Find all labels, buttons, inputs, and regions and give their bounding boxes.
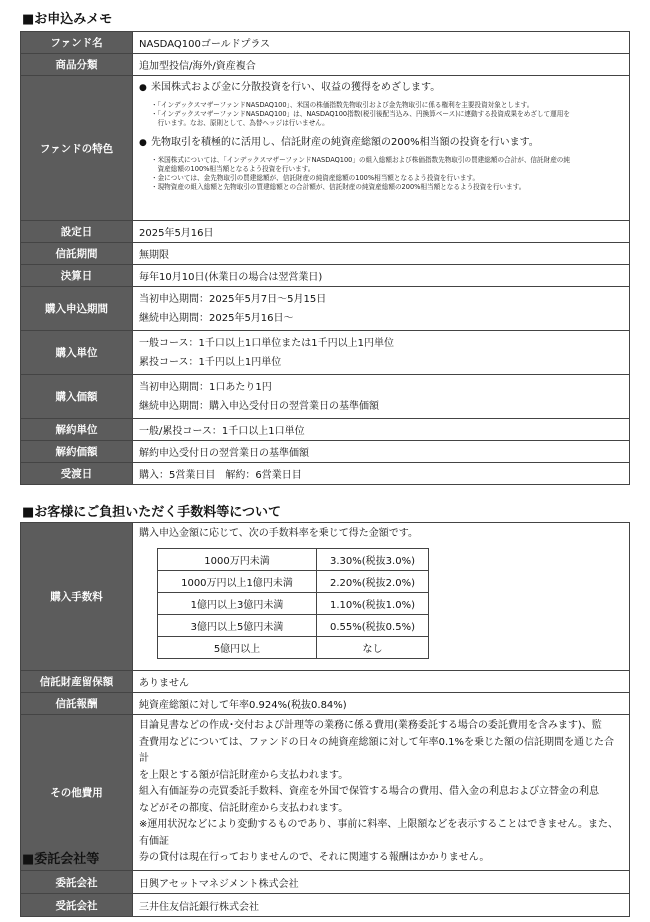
purchase-period-label: 購入申込期間 <box>21 287 133 331</box>
memo-section-title: ■お申込みメモ <box>22 12 113 27</box>
delivery-date-label: 受渡日 <box>21 463 133 485</box>
row-redemption-price <box>21 441 630 463</box>
fees-table <box>20 522 630 871</box>
delivery-date-value: 購入：5営業日目 解約：6営業日目 <box>133 463 630 485</box>
setup-date-label: 設定日 <box>21 221 133 243</box>
purchase-fee-cell <box>133 523 630 671</box>
feature-notes-1: ・「インデックスマザーファンドNASDAQ100」、米国の株価指数先物取引および金先物取引に係る権利を主要投資対象とします。 ・「インデックスマザーファンドNASDAQ100」は、NASDAQ100指数(税引後配当込み、円換算ベース)に連動する投資成果をめざして運用を 行います。なお、原則として、為替ヘッジは行いません。 <box>151 101 570 127</box>
row-features <box>21 76 630 221</box>
fund-name-label: ファンド名 <box>21 32 133 54</box>
features-cell <box>133 76 630 221</box>
row-setup-date <box>21 221 630 243</box>
purchase-unit-cell: 一般コース：1千口以上1口単位または1千円以上1円単位 累投コース：1千円以上1円単位 <box>133 331 630 375</box>
memo-table <box>20 31 630 485</box>
feature-bullet-2: ● 先物取引を積極的に活用し、信託財産の純資産総額の200%相当額の投資を行います。 <box>139 137 539 148</box>
bullet-icon: ● <box>139 138 147 148</box>
trust-period-value: 無期限 <box>133 243 630 265</box>
trust-fee-value: 純資産総額に対して年率0.924%(税抜0.84%) <box>133 693 630 715</box>
row-delivery-date <box>21 463 630 485</box>
manager-value: 日興アセットマネジメント株式会社 <box>133 871 630 894</box>
row-retention <box>21 671 630 693</box>
purchase-unit-label: 購入単位 <box>21 331 133 375</box>
row-purchase-period <box>21 287 630 331</box>
category-value: 追加型投信/海外/資産複合 <box>133 54 630 76</box>
retention-label: 信託財産留保額 <box>21 671 133 693</box>
fee-tier-row: 5億円以上 なし <box>158 637 429 659</box>
fee-tier-row: 3億円以上5億円未満 0.55%(税抜0.5%) <box>158 615 429 637</box>
fund-name-value: NASDAQ100ゴールドプラス <box>133 32 630 54</box>
row-fund-name <box>21 32 630 54</box>
row-manager <box>21 871 630 894</box>
purchase-fee-label: 購入手数料 <box>21 523 133 671</box>
retention-value: ありません <box>133 671 630 693</box>
row-redemption-unit <box>21 419 630 441</box>
redemption-price-label: 解約価額 <box>21 441 133 463</box>
row-closing-date <box>21 265 630 287</box>
manager-label: 委託会社 <box>21 871 133 894</box>
other-fees-label: その他費用 <box>21 715 133 871</box>
closing-date-label: 決算日 <box>21 265 133 287</box>
purchase-fee-intro: 購入申込金額に応じて、次の手数料率を乗じて得た金額です。 <box>139 528 418 539</box>
bullet-icon: ● <box>139 83 147 93</box>
trustee-label: 受託会社 <box>21 894 133 917</box>
row-trust-period <box>21 243 630 265</box>
row-category <box>21 54 630 76</box>
company-section-title: ■委託会社等 <box>22 852 100 867</box>
company-table <box>20 870 630 917</box>
fee-tier-row: 1億円以上3億円未満 1.10%(税抜1.0%) <box>158 593 429 615</box>
row-trust-fee <box>21 693 630 715</box>
row-purchase-price <box>21 375 630 419</box>
feature-bullet-1: ● 米国株式および金に分散投資を行い、収益の獲得をめざします。 <box>139 82 441 93</box>
row-trustee <box>21 894 630 917</box>
redemption-price-value: 解約申込受付日の翌営業日の基準価額 <box>133 441 630 463</box>
row-purchase-unit <box>21 331 630 375</box>
feature-notes-2: ・米国株式については、「インデックスマザーファンドNASDAQ100」の組入総額および株価指数先物取引の買建総額の合計が、信託財産の純 資産総額の100%相当額となるよう投資を行います。 ・金については、金先物取引の買建総額が、信託財産の純資産総額の100%相当額となるよう投資を行います。 ・現物資産の組入総額と先物取引の買建総額との合計額が、信託財産の純資産総額の200%相当額となるよう投資を行います。 <box>151 156 570 191</box>
trust-fee-label: 信託報酬 <box>21 693 133 715</box>
redemption-unit-value: 一般/累投コース：1千口以上1口単位 <box>133 419 630 441</box>
closing-date-value: 毎年10月10日(休業日の場合は翌営業日) <box>133 265 630 287</box>
trust-period-label: 信託期間 <box>21 243 133 265</box>
category-label: 商品分類 <box>21 54 133 76</box>
fees-section-title: ■お客様にご負担いただく手数料等について <box>22 505 282 520</box>
redemption-unit-label: 解約単位 <box>21 419 133 441</box>
purchase-period-cell: 当初申込期間：2025年5月7日～5月15日 継続申込期間：2025年5月16日～ <box>133 287 630 331</box>
setup-date-value: 2025年5月16日 <box>133 221 630 243</box>
fee-tier-row: 1000万円以上1億円未満 2.20%(税抜2.0%) <box>158 571 429 593</box>
other-fees-text: 目論見書などの作成･交付および計理等の業務に係る費用(業務委託する場合の委託費用を含みます)、監 査費用などについては、ファンドの日々の純資産総額に対して年率0.1%を乗じた額の信託期間を通じた合計 を上限とする額が信託財産から支払われます。 組入有価証券の売買委託手数料、資産を外国で保管する場合の費用、借入金の利息および立替金の利息 などがその都度、信託財産から支払われます。 ※運用状況などにより変動するものであり、事前に料率、上限額などを表示することはできません。また、有価証 券の貸付は現在行っておりませんので、それに関連する報酬はかかりません。 <box>139 720 618 863</box>
purchase-price-label: 購入価額 <box>21 375 133 419</box>
fee-tier-table <box>157 548 429 659</box>
row-purchase-fee <box>21 523 630 671</box>
other-fees-cell <box>133 715 630 871</box>
trustee-value: 三井住友信託銀行株式会社 <box>133 894 630 917</box>
fee-tier-row: 1000万円未満 3.30%(税抜3.0%) <box>158 549 429 571</box>
purchase-price-cell: 当初申込期間：1口あたり1円 継続申込期間：購入申込受付日の翌営業日の基準価額 <box>133 375 630 419</box>
features-label: ファンドの特色 <box>21 76 133 221</box>
row-other-fees <box>21 715 630 871</box>
